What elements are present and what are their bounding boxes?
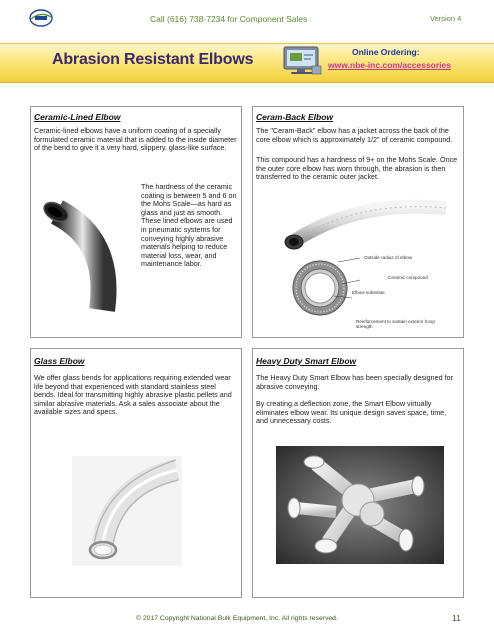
online-ordering-label: Online Ordering: xyxy=(352,47,420,57)
ceramic-lined-elbow-title: Ceramic-Lined Elbow xyxy=(34,112,121,122)
ceram-back-cross-section-diagram xyxy=(282,254,362,328)
ceram-back-elbow-text-1: The "Ceram-Back" elbow has a jacket across the back of the core elbow which is approximately 1/2" of ceramic compound. xyxy=(256,126,453,144)
label-ceramic-compound: Ceramic compound xyxy=(388,275,428,280)
ceramic-lined-elbow-text-1: Ceramic-lined elbows have a uniform coating of a specially formulated ceramic material that is added to the inside diameter of the bend to give it a very hard, slippery, glass-like surface. xyxy=(34,126,237,153)
footer-copyright: © 2017 Copyright National Bulk Equipment, Inc. All rights reserved. xyxy=(136,615,338,622)
smart-elbow-title: Heavy Duty Smart Elbow xyxy=(256,356,357,366)
nbe-logo-icon xyxy=(28,8,54,28)
label-outside-radius: Outside radius of elbow xyxy=(364,255,413,260)
page-number: 11 xyxy=(452,613,461,623)
glass-elbow-image xyxy=(72,456,182,566)
ceramic-lined-elbow-text-2: The hardness of the ceramic coating is between 5 and 6 on the Mohs Scale—as hard as glass and just as smooth. These lined elbows are used in pneumatic systems for conveying highly abrasive materials helping to reduce material loss, wear, and maintenance labor. xyxy=(141,182,237,269)
header-version: Version 4 xyxy=(430,14,462,23)
computer-monitor-icon xyxy=(282,46,322,76)
online-ordering-link[interactable]: www.nbe-inc.com/accessories xyxy=(328,60,451,70)
glass-elbow-text: We offer glass bends for applications requiring extended wear life beyond that experienced with standard stainless steel bends. Ideal for transmitting highly abrasive plastic pellets and similar abrasive materials. Ask a sales associate about the available sizes and specs. xyxy=(34,373,232,417)
smart-elbow-image xyxy=(276,446,444,564)
smart-elbow-text-1: The Heavy Duty Smart Elbow has been specially designed for abrasive conveying. xyxy=(256,373,453,391)
glass-elbow-title: Glass Elbow xyxy=(34,356,85,366)
smart-elbow-text-2: By creating a deflection zone, the Smart Elbow virtually eliminates elbow wear. Its unique design saves space, time, and unnecessary costs. xyxy=(256,399,447,426)
header-contact: Call (616) 738-7234 for Component Sales xyxy=(150,14,308,24)
label-reinforcement: Reinforcement to sustain exterior hoop strength xyxy=(356,319,435,330)
page-title: Abrasion Resistant Elbows xyxy=(52,51,254,68)
ceram-back-elbow-image xyxy=(278,198,450,254)
ceram-back-elbow-text-2: This compound has a hardness of 9+ on the Mohs Scale. Once the outer core elbow has worn through, the abrasion is then transferred to the ceramic outer jacket. xyxy=(256,155,458,182)
label-elbow-substrate: Elbow substrate xyxy=(352,290,385,295)
ceram-back-elbow-title: Ceram-Back Elbow xyxy=(256,112,333,122)
ceramic-elbow-image xyxy=(42,190,132,325)
